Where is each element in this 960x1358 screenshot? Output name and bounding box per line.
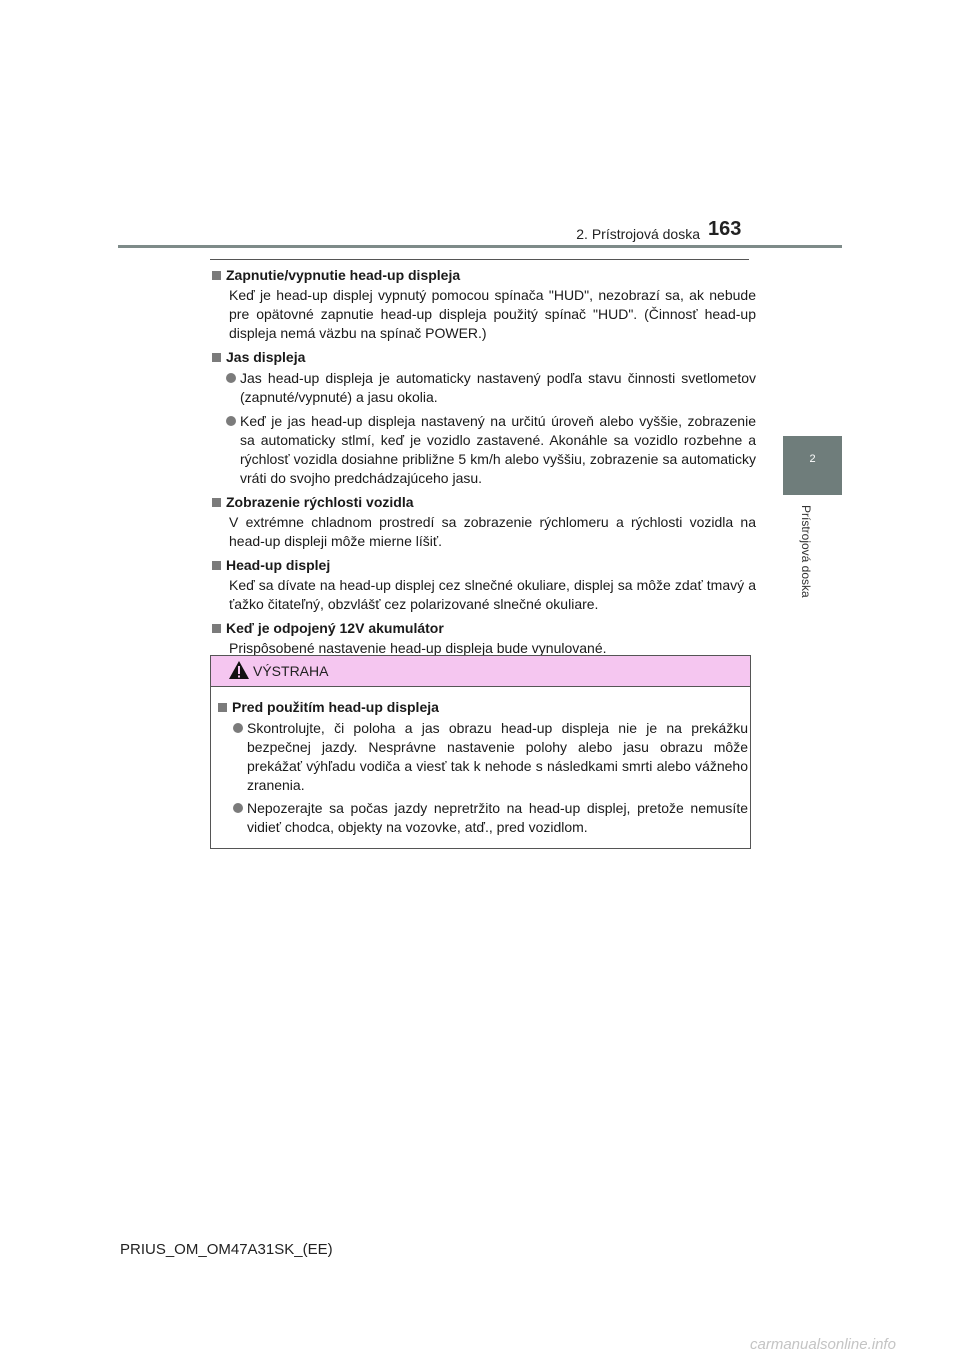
section-brightness: [210, 348, 756, 488]
square-bullet-icon: [218, 703, 227, 712]
section-text: Keď sa dívate na head-up displej cez slnečné okuliare, displej sa môže zdať tmavý a ťažko čitateľný, obzvlášť cez polarizované slnečné okuliare.: [229, 577, 756, 612]
section-text: V extrémne chladnom prostredí sa zobrazenie rýchlomeru a rýchlosti vozidla na head-up displeji môže mierne líšiť.: [229, 514, 756, 549]
section-hud: [210, 556, 756, 614]
section-heading: Zapnutie/vypnutie head-up displeja: [226, 267, 461, 283]
footer-code: PRIUS_OM_OM47A31SK_(EE): [120, 1241, 333, 1258]
circle-bullet-icon: [226, 373, 236, 383]
header-section-title: 2. Prístrojová doska: [576, 226, 700, 242]
section-heading: Head-up displej: [226, 557, 331, 573]
page-number: 163: [708, 218, 742, 240]
square-bullet-icon: [212, 561, 221, 570]
square-bullet-icon: [212, 271, 221, 280]
content-top-rule: [210, 259, 749, 260]
list-item: Nepozerajte sa počas jazdy nepretržito na head-up displej, pretože nemusíte vidieť chodca, objekty na vozovke, atď., pred vozidlom.: [247, 799, 748, 837]
warning-body: [211, 687, 750, 837]
warning-header: [211, 656, 750, 687]
header-rule: [118, 245, 842, 248]
square-bullet-icon: [212, 498, 221, 507]
section-battery: [210, 619, 750, 658]
warning-box: [210, 655, 751, 849]
circle-bullet-icon: [233, 803, 243, 813]
circle-bullet-icon: [233, 723, 243, 733]
warning-heading: Pred použitím head-up displeja: [232, 699, 439, 715]
section-speed-display: [210, 493, 756, 551]
circle-bullet-icon: [226, 416, 236, 426]
section-heading: Jas displeja: [226, 349, 306, 365]
section-text: Prispôsobené nastavenie head-up displeja bude vynulované.: [229, 640, 607, 656]
list-item: Keď je jas head-up displeja nastavený na určitú úroveň alebo vyššie, zobrazenie sa automaticky stlmí, keď je vozidlo zastavené. Akonáhle sa vozidlo rozbehne a rýchlosť vozidla dosiahne približne 5 km/h alebo vyššiu, zobrazenie sa automaticky vráti do svojho predchádzajúceho jasu.: [240, 412, 756, 488]
square-bullet-icon: [212, 353, 221, 362]
chapter-tab-label: Prístrojová doska: [799, 505, 813, 598]
list-item: Jas head-up displeja je automaticky nastavený podľa stavu činnosti svetlometov (zapnuté/vypnuté) a jasu okolia.: [240, 369, 756, 407]
square-bullet-icon: [212, 624, 221, 633]
list-item: Skontrolujte, či poloha a jas obrazu head-up displeja nie je na prekážku bezpečnej jazdy. Nesprávne nastavenie polohy alebo jasu obrazu môže prekážať výhľadu vodiča a viesť tak k nehode s následkami smrti alebo vážneho zranenia.: [247, 719, 748, 795]
section-text: Keď je head-up displej vypnutý pomocou spínača "HUD", nezobrazí sa, ak nebude pre opätovné zapnutie head-up displeja použitý spínač "HUD". (Činnosť head-up displeja nemá väzbu na spínač POWER.): [229, 287, 756, 341]
watermark: carmanualsonline.info: [750, 1336, 896, 1353]
warning-triangle-icon: [228, 660, 250, 680]
chapter-tab-number: 2: [809, 453, 816, 465]
warning-title: VÝSTRAHA: [253, 663, 329, 679]
chapter-tab: [783, 436, 842, 495]
section-hud-onoff: [210, 266, 756, 343]
section-heading: Keď je odpojený 12V akumulátor: [226, 620, 444, 636]
content-body: [210, 266, 756, 663]
section-heading: Zobrazenie rýchlosti vozidla: [226, 494, 414, 510]
